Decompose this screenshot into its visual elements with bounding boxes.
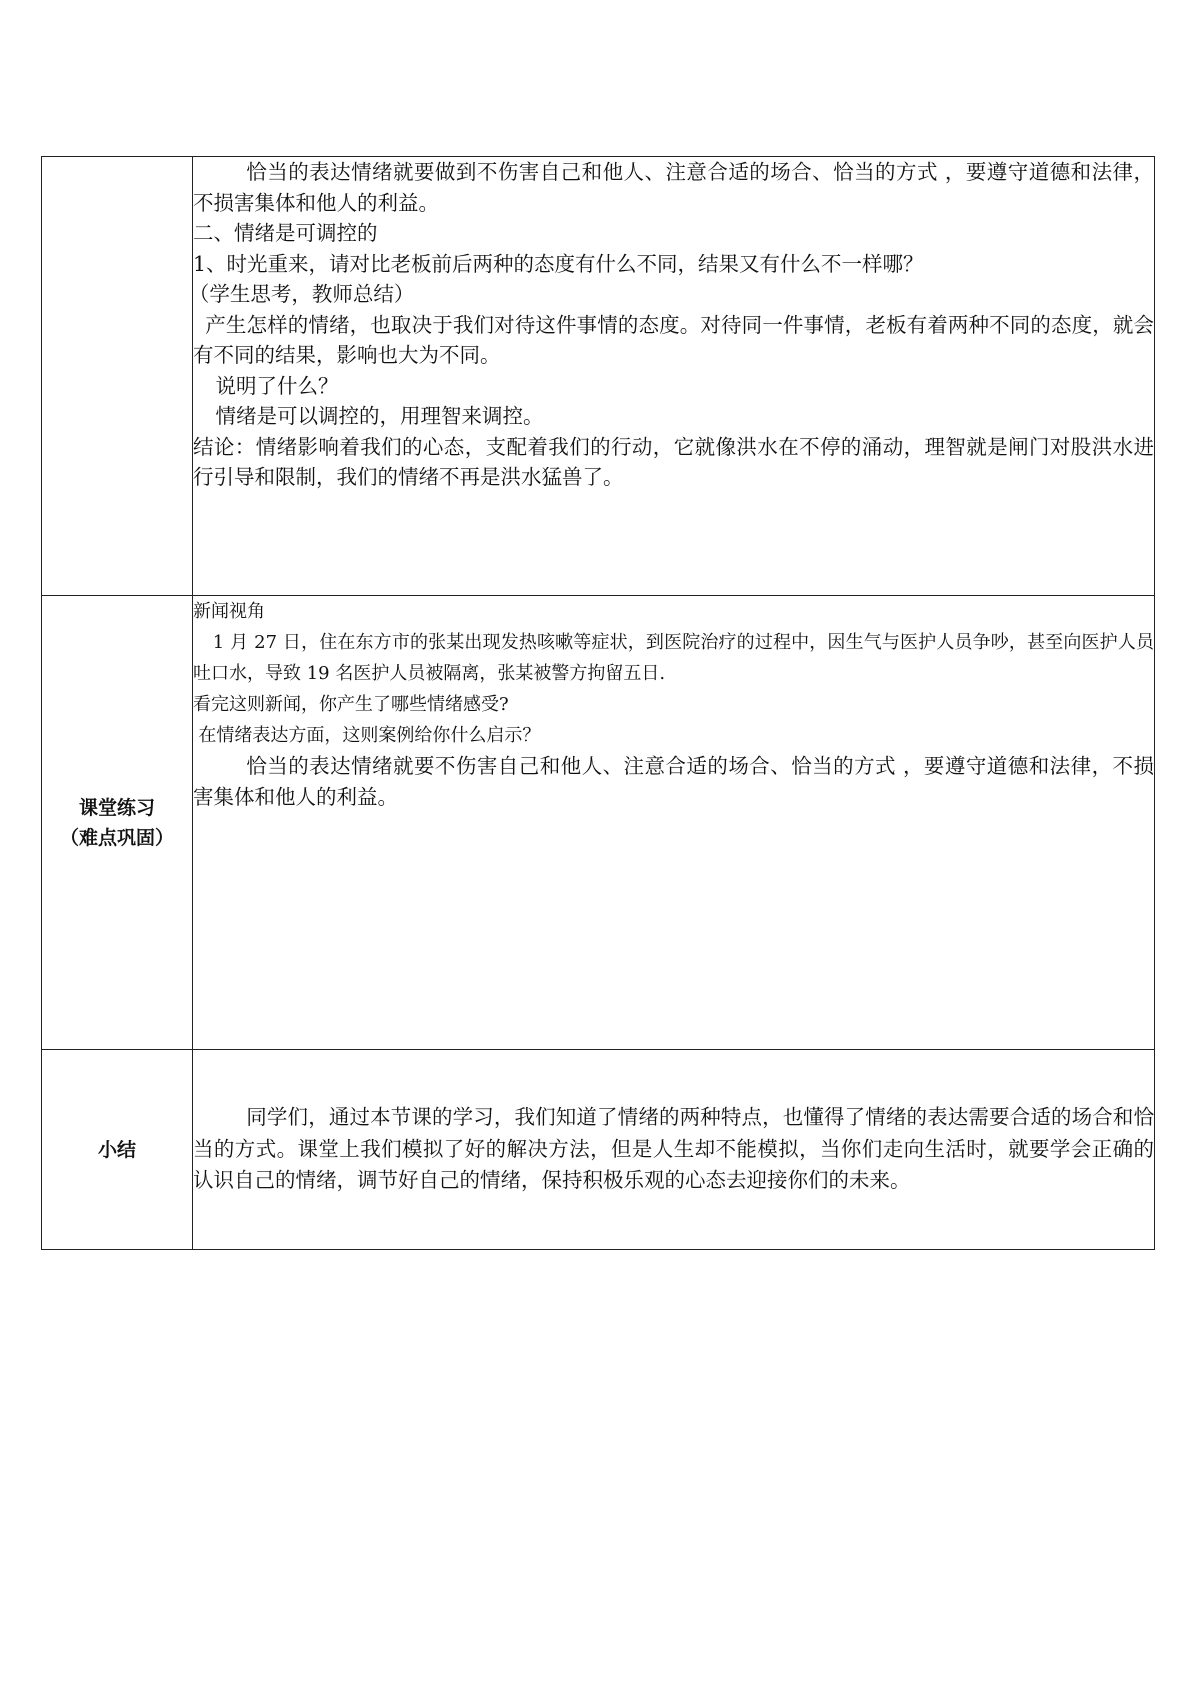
table-row-summary [42,1050,1155,1250]
paragraph-news-case: 1 月 27 日，住在东方市的张某出现发热咳嗽等症状，到医院治疗的过程中，因生气与医护人员争吵，甚至向医护人员吐口水，导致 19 名医护人员被隔离，张某被警方拘留五日. [193,632,1154,684]
section-heading-emotion-controllable: 二、情绪是可调控的 [193,221,378,245]
label-classroom-practice: 课堂练习 [78,796,155,819]
paragraph-practice-answer: 恰当的表达情绪就要不伤害自己和他人、注意合适的场合、恰当的方式 ，要遵守道德和法律，不损害集体和他人的利益。 [193,754,1154,809]
question-what-it-shows: 说明了什么？ [215,373,339,398]
row-label-empty [42,157,193,596]
paragraph-appropriate-expression: 恰当的表达情绪就要做到不伤害自己和他人、注意合适的场合、恰当的方式 ，要遵守道德和法律，不损害集体和他人的利益。 [193,160,1154,215]
answer-emotion-controllable: 情绪是可以调控的，用理智来调控。 [215,404,544,428]
heading-news-perspective: 新闻视角 [193,601,265,622]
paragraph-attitude-explanation: 产生怎样的情绪，也取决于我们对待这件事情的态度。对待同一件事情，老板有着两种不同的态度，就会有不同的结果，影响也大为不同。 [193,312,1154,367]
table-row-classroom-practice [42,596,1155,1050]
question-compare-attitudes: 1、时光重来，请对比老板前后两种的态度有什么不同，结果又有什么不一样哪？ [193,251,924,276]
lesson-plan-table [41,156,1155,1250]
content-cell-emotion-control [188,157,1155,596]
content-cell-summary [193,1050,1155,1250]
table-row-emotion-control [42,157,1155,596]
question-feelings: 看完这则新闻，你产生了哪些情绪感受? [193,694,509,715]
content-cell-classroom-practice [193,596,1155,1050]
label-difficulty-consolidation: （难点巩固） [59,826,174,849]
row-label-summary: 小结 [42,1050,193,1250]
note-student-teacher: （学生思考，教师总结） [188,282,415,306]
row-label-classroom-practice [42,596,193,1050]
paragraph-summary: 同学们，通过本节课的学习，我们知道了情绪的两种特点，也懂得了情绪的表达需要合适的场合和恰当的方式。课堂上我们模拟了好的解决方法，但是人生却不能模拟，当你们走向生活时，就要学会正确的认识自己的情绪，调节好自己的情绪，保持积极乐观的心态去迎接你们的未来。 [193,1105,1154,1193]
question-inspiration: 在情绪表达方面，这则案例给你什么启示？ [198,725,541,746]
paragraph-conclusion: 结论：情绪影响着我们的心态，支配着我们的行动，它就像洪水在不停的涌动，理智就是闸门对股洪水进行引导和限制，我们的情绪不再是洪水猛兽了。 [193,434,1154,489]
